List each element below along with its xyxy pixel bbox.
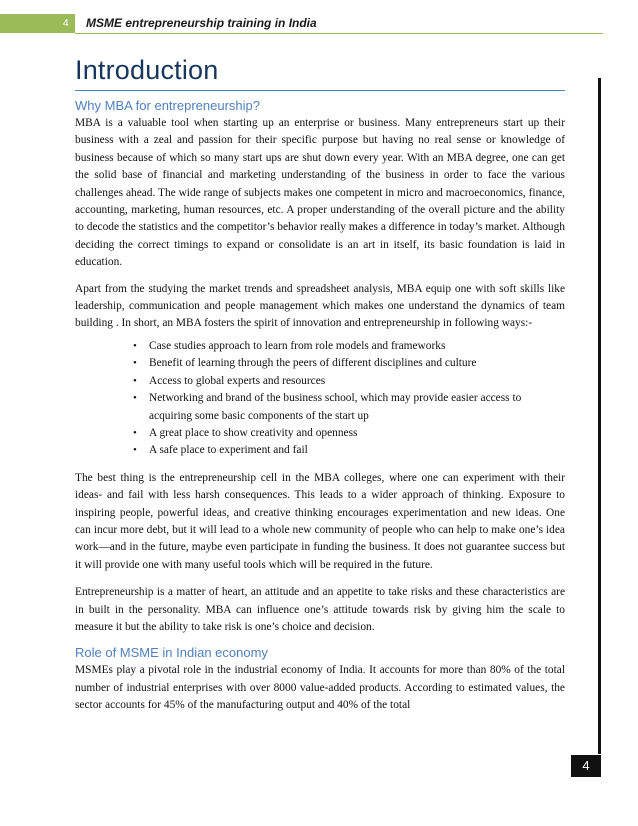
- page-title: Introduction: [75, 55, 219, 85]
- bullet-icon: •: [133, 444, 137, 457]
- paragraph-entrepreneurship-cell: The best thing is the entrepreneurship cell in the MBA colleges, where one can experiment with their ideas- and fail with less harsh consequences. This leads to a wider approach of thinking. Exposure to inspiring people, powerful ideas, and creative thinking encourages experimentation and new ideas. One can incur more debt, but it will lead to a whole new community of people who can help to make one’s idea work—and in the future, maybe even participate in funding the business. It does not guarantee success but it will provide one with many useful tools which will be required in the future.: [75, 471, 565, 571]
- bullet-icon: •: [133, 357, 137, 370]
- bullet-icon: •: [133, 339, 137, 352]
- paragraph-soft-skills: Apart from the studying the market trends and spreadsheet analysis, MBA equip one with soft skills like leadership, communication and people management which makes one understand the dynamics of team building . In short, an MBA fosters the spirit of innovation and entrepreneurship in following ways:-: [75, 282, 565, 330]
- section-heading-why-mba: Why MBA for entrepreneurship?: [75, 98, 260, 113]
- header-rule: [75, 33, 603, 34]
- bullet-icon: •: [133, 374, 137, 387]
- footer-page-number: 4: [571, 755, 601, 777]
- running-title: MSME entrepreneurship training in India: [86, 16, 317, 30]
- section-heading-msme-role: Role of MSME in Indian economy: [75, 645, 268, 661]
- paragraph-msme-role: MSMEs play a pivotal role in the industrial economy of India. It accounts for more than 80% of the total number of industrial enterprises with over 8000 value-added products. According to estimated values, the sector accounts for 45% of the manufacturing output and 40% of the total: [75, 664, 565, 712]
- list-item: • Access to global experts and resources: [149, 373, 565, 390]
- title-underline: [75, 90, 565, 91]
- header-page-number-tab: [0, 14, 75, 33]
- bullet-icon: •: [133, 392, 137, 405]
- header-page-number: 4: [63, 18, 69, 29]
- list-item: • Case studies approach to learn from role models and frameworks: [149, 338, 565, 355]
- list-item: • Networking and brand of the business school, which may provide easier access to acquiring some basic components of the start up: [133, 392, 522, 422]
- mba-benefits-list: [75, 338, 565, 460]
- paragraph-matter-of-heart: Entrepreneurship is a matter of heart, an attitude and an appetite to take risks and these characteristics are in built in the personality. MBA can influence one’s attitude towards risk by giving him the scale to measure it but the ability to take risk is one’s choice and decision.: [75, 586, 565, 633]
- page-content: [75, 52, 565, 715]
- page-side-bar: [598, 78, 601, 754]
- paragraph-mba-intro: MBA is a valuable tool when starting up an enterprise or business. Many entrepreneurs start up their business with a zeal and passion for their specific purpose but having no real sense or knowledge of business because of which so many start ups are shut down every year. With an MBA degree, one can get the solid base of financial and marketing understanding of the business in order to face the various challenges ahead. The wide range of subjects makes one competent in micro and macroeconomics, finance, accounting, marketing, human resources, etc. A proper understanding of the overall picture and the ability to decode the statistics and the competitor’s behavior really makes a difference in today’s market. Although deciding the correct timings to expand or consolidate is an art in itself, its basic foundation is laid in education.: [75, 117, 565, 269]
- list-item: • Benefit of learning through the peers of different disciplines and culture: [149, 355, 565, 372]
- bullet-icon: •: [133, 426, 137, 439]
- list-item: • A great place to show creativity and openness: [149, 425, 565, 442]
- list-item: • A safe place to experiment and fail: [149, 442, 565, 459]
